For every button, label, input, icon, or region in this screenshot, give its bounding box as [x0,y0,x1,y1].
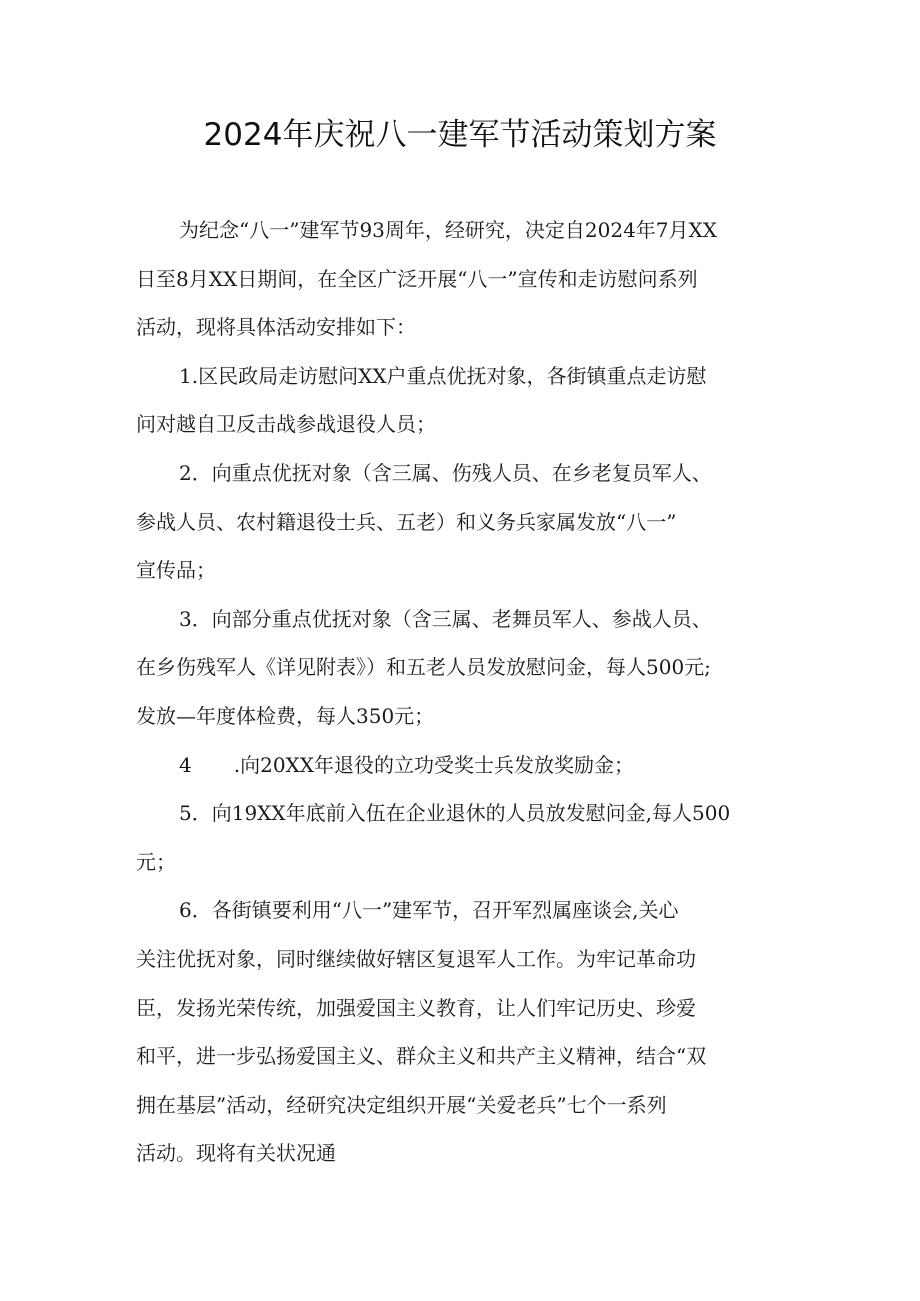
paragraph-line: 参战人员、农村籍退役士兵、五老）和义务兵家属发放“八一” [136,509,677,534]
paragraph-line: 在乡伤残军人《详见附表》）和五老人员发放慰问金，每人500元; [136,655,711,680]
paragraph-line: 2．向重点优抚对象（含三属、伤残人员、在乡老复员军人、 [179,460,712,485]
item-text: .向20XX年退役的立功受奖士兵发放奖励金； [233,752,635,777]
paragraph-line: 活动，现将具体活动安排如下： [136,315,416,340]
paragraph-line: 宣传品； [136,558,216,583]
document-title: 2024年庆祝八一建军节活动策划方案 [203,117,717,153]
paragraph-line: 问对越自卫反击战参战退役人员； [136,412,436,437]
paragraph-line: 臣，发扬光荣传统，加强爱国主义教育，让人们牢记历史、珍爱 [136,995,696,1020]
paragraph-line-item-4 [136,741,796,790]
paragraph-line: 5．向19XX年底前入伍在企业退休的人员放发慰问金,每人500 [179,801,731,826]
paragraph-line: 6．各街镇要利用“八一”建军节，召开军烈属座谈会,关心 [179,898,679,923]
document-body [136,206,796,1178]
paragraph-line: 日至8月XX日期间，在全区广泛开展“八一”宣传和走访慰问系列 [136,266,698,291]
paragraph-line: 和平，进一步弘扬爱国主义、群众主义和共产主义精神，结合“双 [136,1044,707,1069]
paragraph-line: 为纪念“八一”建军节93周年，经研究，决定自2024年7月XX [179,218,717,242]
paragraph-line: 关注优抚对象，同时继续做好辖区复退军人工作。为牢记革命功 [136,946,696,971]
paragraph-line: 1.区民政局走访慰问XX户重点优抚对象，各街镇重点走访慰 [179,363,707,388]
paragraph-line: 拥在基层”活动，经研究决定组织开展“关爱老兵”七个一系列 [136,1092,667,1117]
paragraph-line: 发放—年度体检费，每人350元； [136,703,435,728]
item-number: 4 [179,752,192,777]
paragraph-line: 3．向部分重点优抚对象（含三属、老舞员军人、参战人员、 [179,606,712,631]
paragraph-line: 元； [136,849,176,874]
paragraph-line: 活动。现将有关状况通 [136,1141,336,1166]
